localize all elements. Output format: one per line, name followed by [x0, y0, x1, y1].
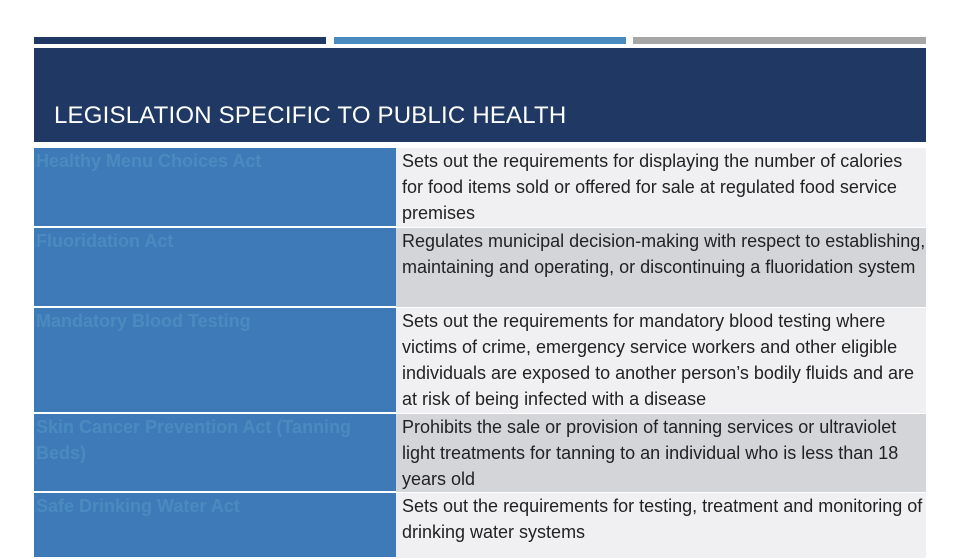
- act-name-cell: Mandatory Blood Testing: [34, 307, 396, 413]
- accent-bar-light: [633, 37, 926, 44]
- act-description-cell: Regulates municipal decision-making with respect to establishing, maintaining and operating, or discontinuing a fluoridation system: [396, 227, 926, 307]
- act-name-cell: Fluoridation Act: [34, 227, 396, 307]
- accent-bar-mid: [334, 37, 626, 44]
- slide-title: LEGISLATION SPECIFIC TO PUBLIC HEALTH: [54, 102, 567, 129]
- accent-bar-dark: [34, 37, 326, 44]
- act-description-cell: Sets out the requirements for mandatory blood testing where victims of crime, emergency service workers and other eligible individuals are exposed to another person’s bodily fluids and are at risk of being infected with a disease: [396, 307, 926, 413]
- act-description-cell: Sets out the requirements for testing, treatment and monitoring of drinking water systems: [396, 492, 926, 558]
- table-row: [34, 413, 926, 492]
- act-name-cell: Skin Cancer Prevention Act (Tanning Beds): [34, 413, 396, 492]
- table-row: [34, 307, 926, 413]
- act-name-cell: Safe Drinking Water Act: [34, 492, 396, 558]
- table-row: [34, 227, 926, 307]
- act-description-cell: Prohibits the sale or provision of tanning services or ultraviolet light treatments for tanning to an individual who is less than 18 years old: [396, 413, 926, 492]
- act-description-cell: Sets out the requirements for displaying the number of calories for food items sold or offered for sale at regulated food service premises: [396, 148, 926, 227]
- table-row: [34, 148, 926, 227]
- table-row: [34, 492, 926, 558]
- act-name-cell: Healthy Menu Choices Act: [34, 148, 396, 227]
- legislation-table: [34, 148, 926, 559]
- title-band: [34, 48, 926, 142]
